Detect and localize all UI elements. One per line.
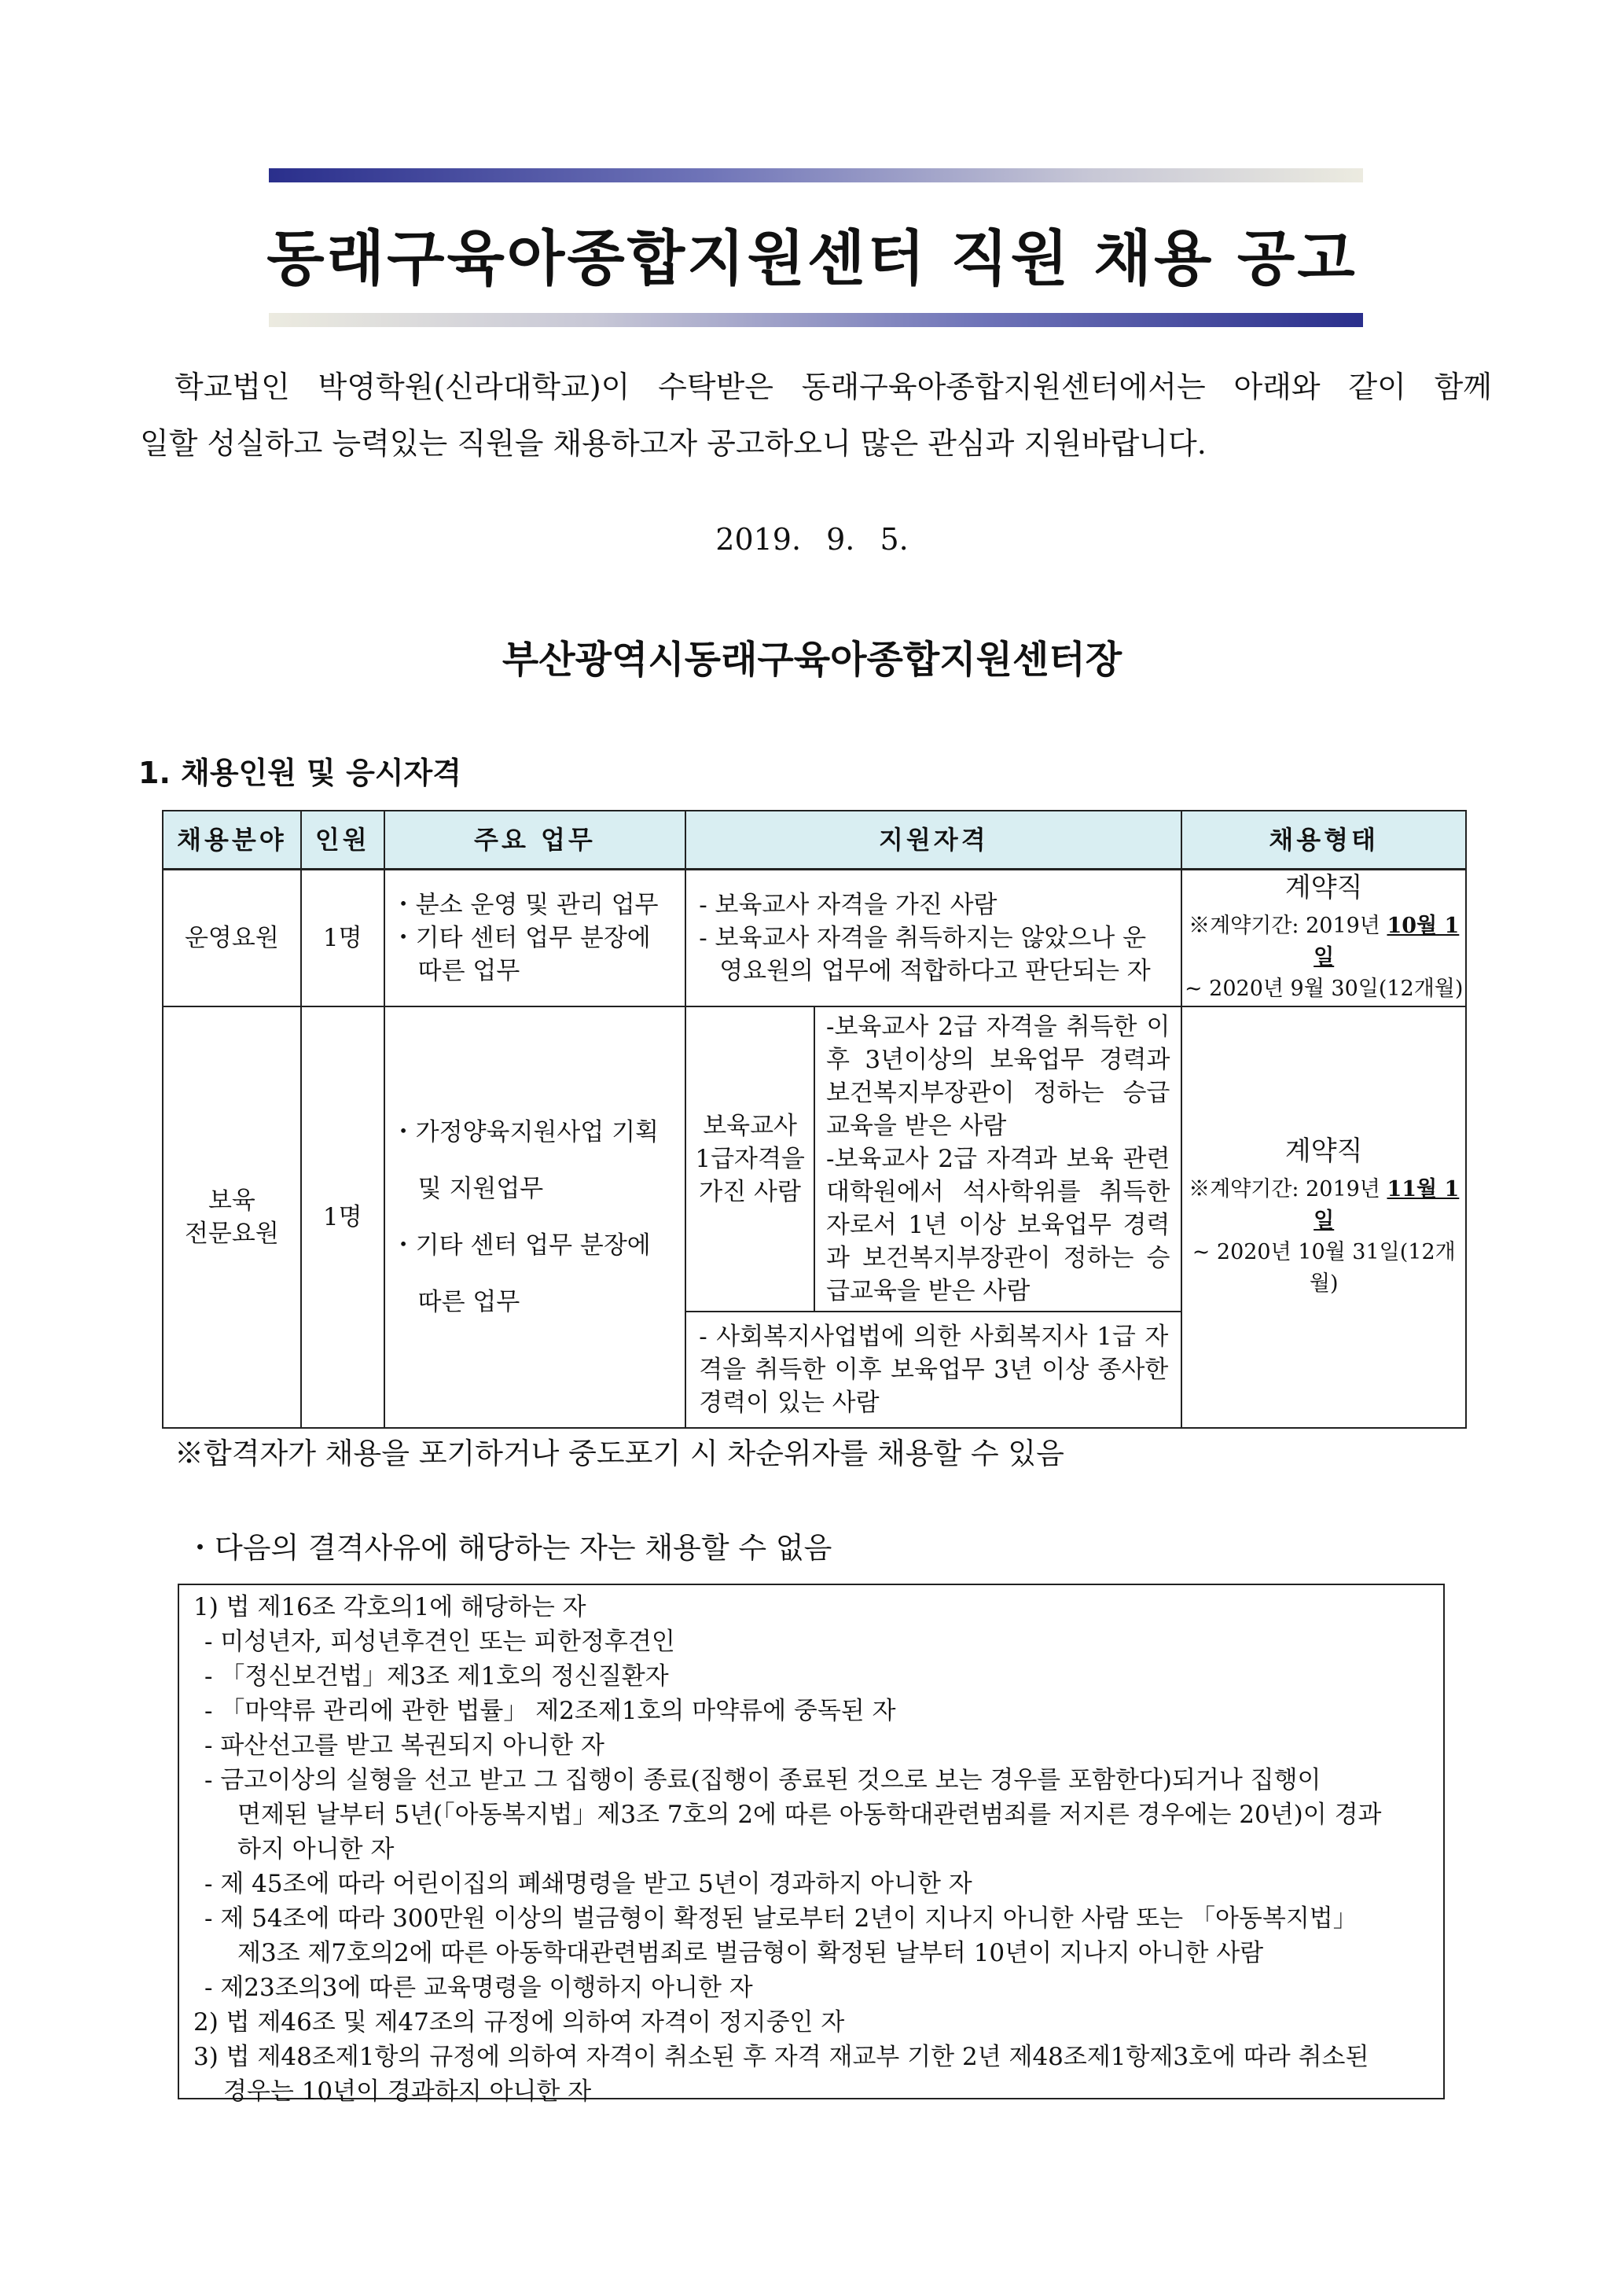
table-header-row: [163, 811, 1466, 870]
list-item: - 제 45조에 따라 어린이집의 폐쇄명령을 받고 5년이 경과하지 아니한 자: [204, 1870, 972, 1898]
list-item: - 제 54조에 따라 300만원 이상의 벌금형이 확정된 날로부터 2년이 지나지 아니한 사람 또는 「아동복지법」: [204, 1904, 1358, 1933]
employment-type: 계약직: [1284, 871, 1363, 903]
table-row: [163, 870, 1466, 1006]
list-item: - 금고이상의 실형을 선고 받고 그 집행이 종료(집행이 종료된 것으로 보는 경우를 포함한다)되거나 집행이: [204, 1766, 1321, 1794]
list-item: 경우는 10년이 경과하지 아니한 자: [223, 2077, 592, 2106]
intro-line-2: 일할 성실하고 능력있는 직원을 채용하고자 공고하오니 많은 관심과 지원바랍니다.: [140, 426, 1207, 461]
header-field: 채용분야: [163, 811, 301, 870]
row1-qualifications: [685, 870, 1181, 1006]
row1-field: 운영요원: [163, 870, 301, 1006]
list-item: 3) 법 제48조제1항의 규정에 의하여 자격이 취소된 후 자격 재교부 기한 2년 제48조제1항제3호에 따라 취소된: [193, 2043, 1369, 2071]
list-item: - 미성년자, 피성년후견인 또는 피한정후견인: [204, 1628, 675, 1656]
header-duties: 주요 업무: [384, 811, 686, 870]
row2-qual-sub: [814, 1006, 1181, 1312]
list-item: - 「마약류 관리에 관한 법률」 제2조제1호의 마약류에 중독된 자: [204, 1697, 896, 1725]
intro-line-1: 학교법인 박영학원(신라대학교)이 수탁받은 동래구육아종합지원센터에서는 아래와 같이 함께: [175, 370, 1492, 404]
section-heading: 1. 채용인원 및 응시자격: [138, 756, 461, 790]
row1-employment: [1181, 870, 1466, 1006]
row1-count: 1명: [301, 870, 384, 1006]
list-item: 하지 아니한 자: [237, 1835, 395, 1864]
row2-qual-other: - 사회복지사업법에 의한 사회복지사 1급 자격을 취득한 이후 보육업무 3년 이상 종사한 경력이 있는 사람: [685, 1312, 1181, 1428]
employment-type: 계약직: [1284, 1135, 1363, 1167]
row2-qual-group: 보육교사 1급자격을 가진 사람: [685, 1006, 814, 1312]
intro-paragraph: [140, 359, 1492, 472]
disqualification-box: [178, 1584, 1445, 2106]
row2-count: 1명: [301, 1006, 384, 1428]
table-row: [163, 1006, 1466, 1312]
row2-field: 보육 전문요원: [163, 1006, 301, 1428]
forfeit-note: ※합격자가 채용을 포기하거나 중도포기 시 차순위자를 채용할 수 있음: [175, 1437, 1064, 1470]
qualification-item: -보육교사 2급 자격을 취득한 이후 3년이상의 보육업무 경력과 보건복지부장관이 정하는 승급교육을 받은 사람: [826, 1012, 1170, 1140]
qualification-item: - 보육교사 자격을 가진 사람: [699, 890, 998, 919]
header-employment-type: 채용형태: [1181, 811, 1466, 870]
duty-item: ・가정양육지원사업 기획 및 지원업무: [391, 1117, 659, 1203]
recruitment-table: [162, 810, 1467, 1429]
list-item: - 「정신보건법」제3조 제1호의 정신질환자: [204, 1662, 669, 1691]
list-item: 1) 법 제16조 각호의1에 해당하는 자: [193, 1593, 586, 1621]
contract-period: ※계약기간: 2019년 10월 1일 ~ 2020년 9월 30일(12개월): [1184, 913, 1464, 1001]
duty-item: ・기타 센터 업무 분장에 따른 업무: [391, 1231, 651, 1316]
list-item: 면제된 날부터 5년(「아동복지법」제3조 7호의 2에 따른 아동학대관련범죄를 저지른 경우에는 20년)이 경과: [237, 1801, 1382, 1829]
duty-item: ・기타 센터 업무 분장에 따른 업무: [391, 923, 651, 985]
list-item: - 제23조의3에 따른 교육명령을 이행하지 아니한 자: [204, 1974, 753, 2002]
header-count: 인원: [301, 811, 384, 870]
title-bottom-bar: [269, 313, 1363, 327]
page-title: 동래구육아종합지원센터 직원 채용 공고: [266, 223, 1358, 293]
disqualification-note: ・다음의 결격사유에 해당하는 자는 채용할 수 없음: [186, 1531, 832, 1565]
announcement-date: 2019. 9. 5.: [715, 522, 909, 557]
list-item: 제3조 제7호의2에 따른 아동학대관련범죄로 벌금형이 확정된 날부터 10년이 지나지 아니한 사람: [237, 1939, 1264, 1967]
list-item: 2) 법 제46조 및 제47조의 규정에 의하여 자격이 정지중인 자: [193, 2008, 845, 2037]
contract-period: ※계약기간: 2019년 11월 1일 ~ 2020년 10월 31일(12개월): [1189, 1176, 1460, 1296]
row2-duties: [384, 1006, 686, 1428]
list-item: - 파산선고를 받고 복권되지 아니한 자: [204, 1731, 604, 1760]
qualification-item: - 보육교사 자격을 취득하지는 않았으나 운영요원의 업무에 적합하다고 판단되는 자: [699, 923, 1151, 985]
header-qualifications: 지원자격: [685, 811, 1181, 870]
qualification-item: -보육교사 2급 자격과 보육 관련 대학원에서 석사학위를 취득한자로서 1년 이상 보육업무 경력과 보건복지부장관이 정하는 승급교육을 받은 사람: [826, 1144, 1170, 1305]
issuer: 부산광역시동래구육아종합지원센터장: [502, 638, 1122, 682]
title-top-bar: [269, 168, 1363, 182]
row1-duties: [384, 870, 686, 1006]
row2-employment: [1181, 1006, 1466, 1428]
duty-item: ・분소 운영 및 관리 업무: [391, 890, 659, 919]
